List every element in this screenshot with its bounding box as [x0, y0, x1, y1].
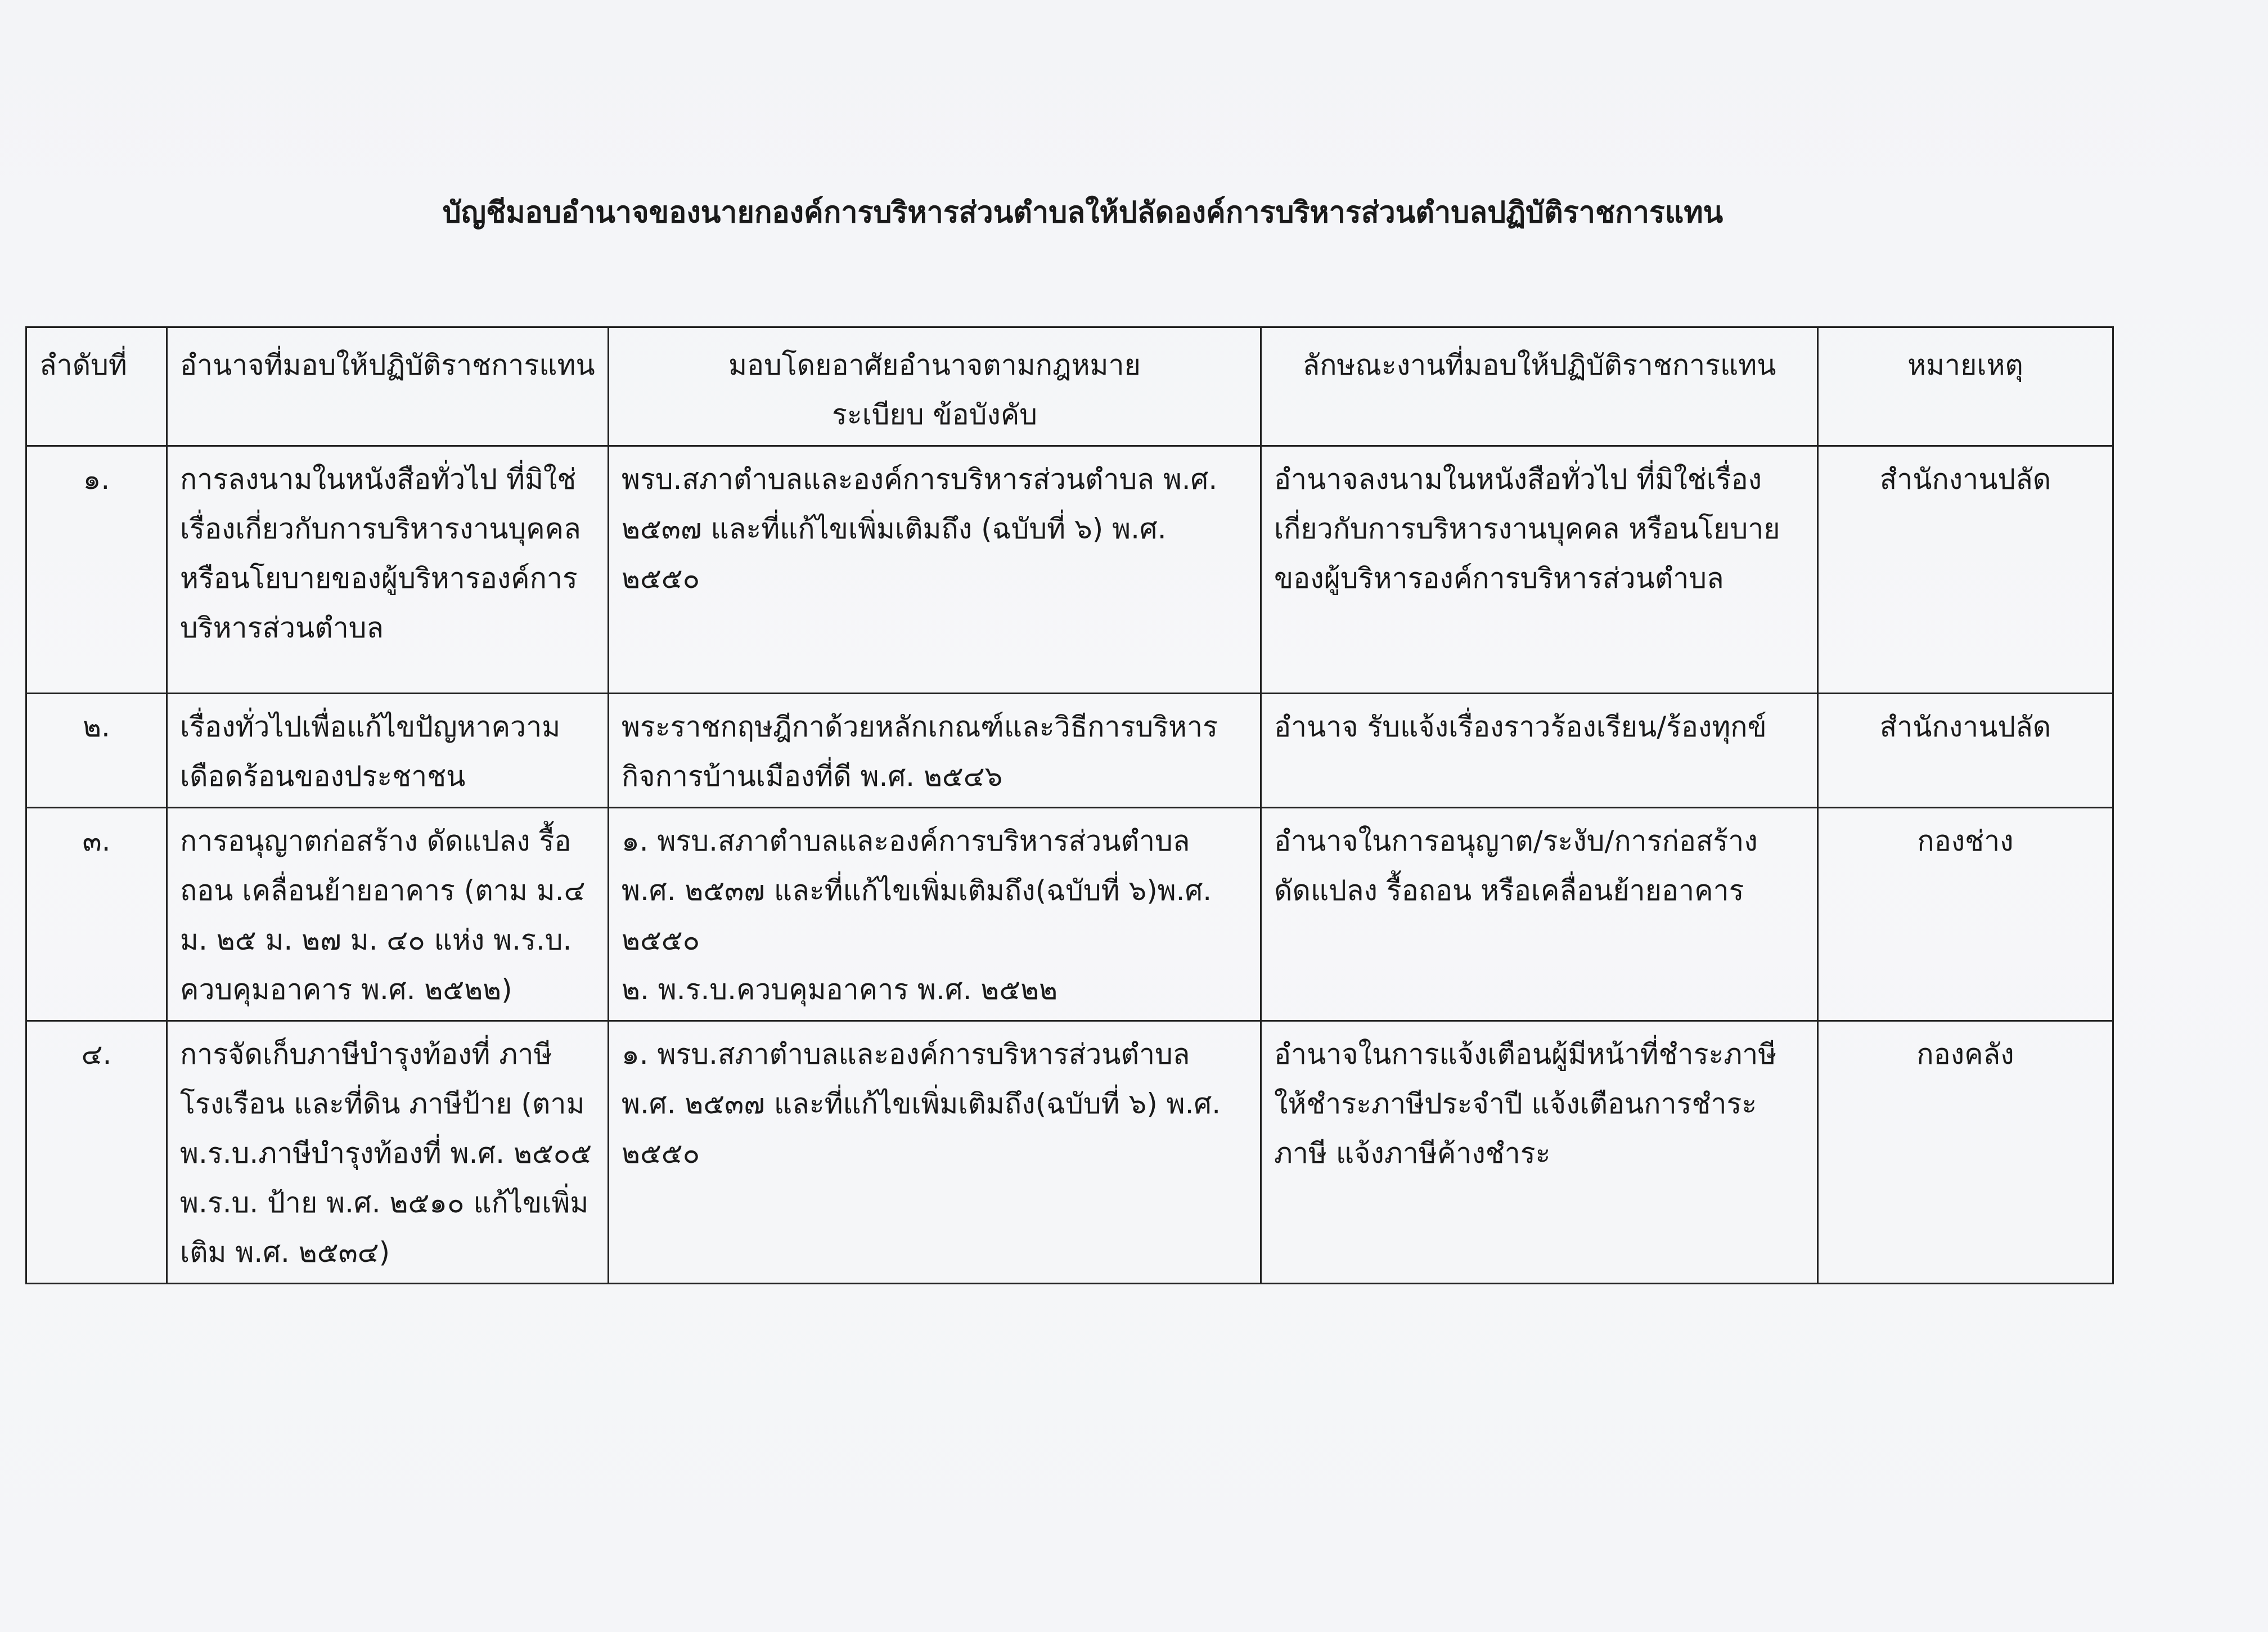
row-legal-basis — [609, 808, 1261, 1021]
table-row — [26, 694, 2113, 808]
row-remark: สำนักงานปลัด — [1818, 694, 2113, 808]
row-authority: เรื่องทั่วไปเพื่อแก้ไขปัญหาความเดือดร้อนของประชาชน — [167, 694, 609, 808]
row-task: อำนาจลงนามในหนังสือทั่วไป ที่มิใช่เรื่องเกี่ยวกับการบริหารงานบุคคล หรือนโยบายของผู้บริหารองค์การบริหารส่วนตำบล — [1261, 446, 1818, 694]
table-header-row — [26, 327, 2113, 446]
table-row — [26, 446, 2113, 694]
document-title: บัญชีมอบอำนาจของนายกองค์การบริหารส่วนตำบลให้ปลัดองค์การบริหารส่วนตำบลปฏิบัติราชการแทน — [442, 196, 1724, 230]
row-no: ๒. — [26, 694, 167, 808]
row-legal-basis-line1: ๑. พรบ.สภาตำบลและองค์การบริหารส่วนตำบล พ.ศ. ๒๕๓๗ และที่แก้ไขเพิ่มเติมถึง(ฉบับที่ ๖)พ.ศ. ๒๕๕๐ — [622, 825, 1212, 956]
row-task: อำนาจ รับแจ้งเรื่องราวร้องเรียน/ร้องทุกข์ — [1261, 694, 1818, 808]
header-remark: หมายเหตุ — [1818, 327, 2113, 446]
header-no: ลำดับที่ — [26, 327, 167, 446]
row-authority: การลงนามในหนังสือทั่วไป ที่มิใช่เรื่องเกี่ยวกับการบริหารงานบุคคล หรือนโยบายของผู้บริหารองค์การบริหารส่วนตำบล — [167, 446, 609, 694]
row-task: อำนาจในการอนุญาต/ระงับ/การก่อสร้าง ดัดแปลง รื้อถอน หรือเคลื่อนย้ายอาคาร — [1261, 808, 1818, 1021]
row-task: อำนาจในการแจ้งเตือนผู้มีหน้าที่ชำระภาษีให้ชำระภาษีประจำปี แจ้งเตือนการชำระภาษี แจ้งภาษีค้างชำระ — [1261, 1021, 1818, 1284]
row-legal-basis: พรบ.สภาตำบลและองค์การบริหารส่วนตำบล พ.ศ. ๒๕๓๗ และที่แก้ไขเพิ่มเติมถึง (ฉบับที่ ๖) พ.ศ. ๒๕๕๐ — [609, 446, 1261, 694]
row-no: ๔. — [26, 1021, 167, 1284]
row-legal-basis-line2: ๒. พ.ร.บ.ควบคุมอาคาร พ.ศ. ๒๕๒๒ — [622, 973, 1058, 1006]
row-authority: การอนุญาตก่อสร้าง ดัดแปลง รื้อถอน เคลื่อนย้ายอาคาร (ตาม ม.๔ ม. ๒๕ ม. ๒๗ ม. ๔๐ แห่ง พ.ร.บ. ควบคุมอาคาร พ.ศ. ๒๕๒๒) — [167, 808, 609, 1021]
table-row — [26, 808, 2113, 1021]
header-legal-basis — [609, 327, 1261, 446]
row-remark: สำนักงานปลัด — [1818, 446, 2113, 694]
header-authority: อำนาจที่มอบให้ปฏิบัติราชการแทน — [167, 327, 609, 446]
row-legal-basis: พระราชกฤษฎีกาด้วยหลักเกณฑ์และวิธีการบริหารกิจการบ้านเมืองที่ดี พ.ศ. ๒๕๔๖ — [609, 694, 1261, 808]
row-no: ๑. — [26, 446, 167, 694]
row-authority: การจัดเก็บภาษีบำรุงท้องที่ ภาษีโรงเรือน และที่ดิน ภาษีป้าย (ตาม พ.ร.บ.ภาษีบำรุงท้องที่ พ.ศ. ๒๕๐๕ พ.ร.บ. ป้าย พ.ศ. ๒๕๑๐ แก้ไขเพิ่มเติม พ.ศ. ๒๕๓๔) — [167, 1021, 609, 1284]
header-legal-basis-line1: มอบโดยอาศัยอำนาจตามกฎหมาย — [728, 349, 1141, 381]
header-legal-basis-line2: ระเบียบ ข้อบังคับ — [831, 398, 1037, 431]
header-task: ลักษณะงานที่มอบให้ปฏิบัติราชการแทน — [1261, 327, 1818, 446]
table-row — [26, 1021, 2113, 1284]
delegation-table — [25, 326, 2114, 1284]
row-remark: กองคลัง — [1818, 1021, 2113, 1284]
row-no: ๓. — [26, 808, 167, 1021]
row-legal-basis: ๑. พรบ.สภาตำบลและองค์การบริหารส่วนตำบล พ.ศ. ๒๕๓๗ และที่แก้ไขเพิ่มเติมถึง(ฉบับที่ ๖) พ.ศ. ๒๕๕๐ — [609, 1021, 1261, 1284]
row-remark: กองช่าง — [1818, 808, 2113, 1021]
